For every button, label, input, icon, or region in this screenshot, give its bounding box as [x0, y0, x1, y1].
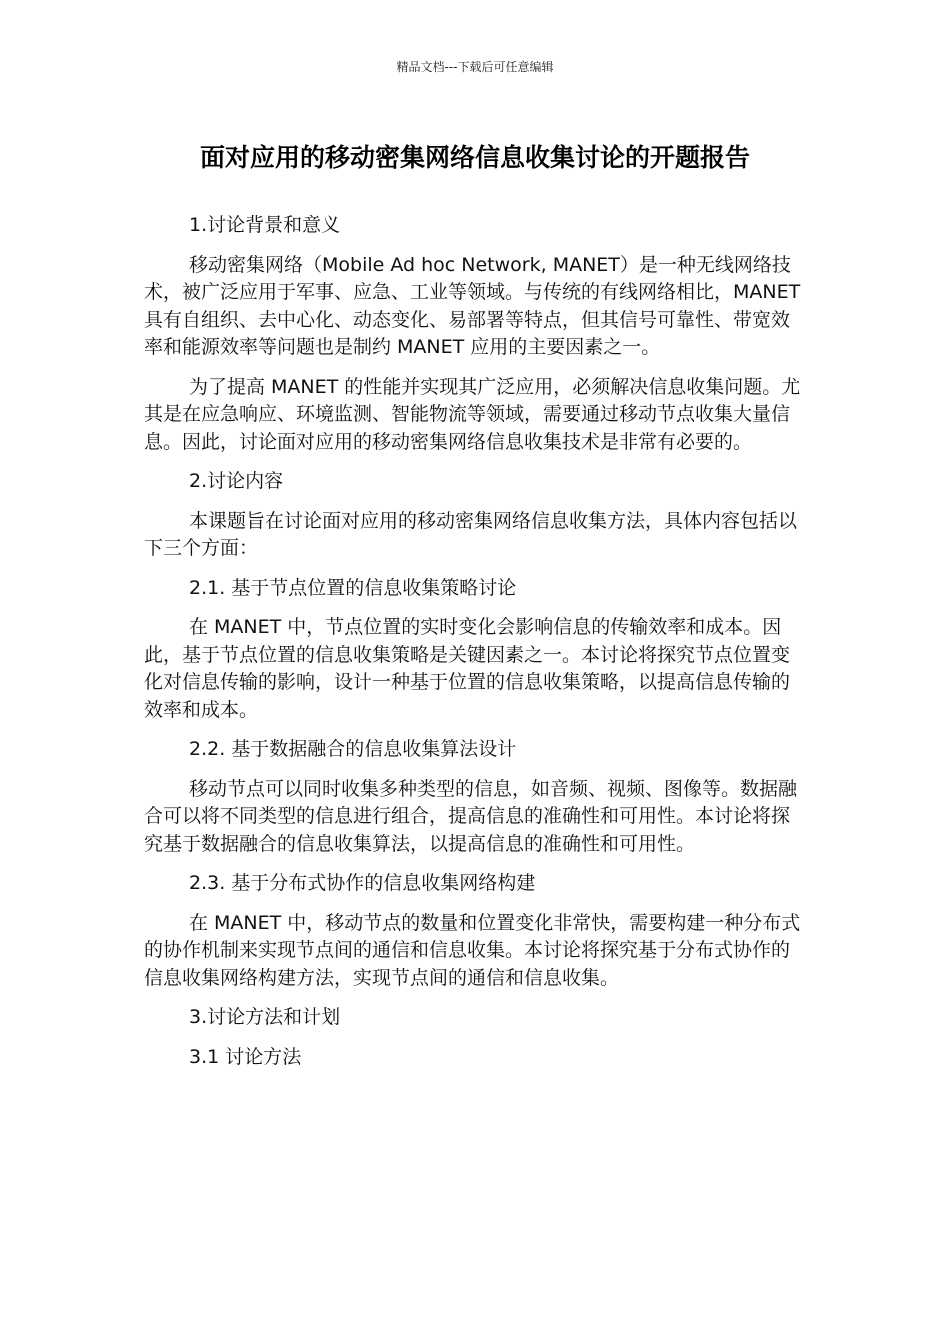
document-title: 面对应用的移动密集网络信息收集讨论的开题报告	[199, 143, 750, 172]
section-heading-1: 1.讨论背景和意义	[189, 214, 341, 236]
section-heading-2: 2.讨论内容	[189, 470, 284, 492]
subsection-heading-2-3: 2.3. 基于分布式协作的信息收集网络构建	[189, 872, 536, 894]
subsection-heading-2-1: 2.1. 基于节点位置的信息收集策略讨论	[189, 576, 517, 599]
subsection-heading-2-2: 2.2. 基于数据融合的信息收集算法设计	[189, 738, 517, 760]
body-paragraph: 本课题旨在讨论面对应用的移动密集网络信息收集方法，具体内容包括以下三个方面：	[144, 509, 798, 559]
body-paragraph: 在 MANET 中，节点位置的实时变化会影响信息的传输效率和成本。因此，基于节点位置的信息收集策略是关键因素之一。本讨论将探究节点位置变化对信息传输的影响，设计一种基于位置的信息收集策略，以提高信息传输的效率和成本。	[144, 616, 791, 721]
body-paragraph: 为了提高 MANET 的性能并实现其广泛应用，必须解决信息收集问题。尤其是在应急响应、环境监测、智能物流等领域，需要通过移动节点收集大量信息。因此，讨论面对应用的移动密集网络信息收集技术是非常有必要的。	[144, 375, 801, 453]
section-heading-3: 3.讨论方法和计划	[189, 1006, 341, 1028]
page-header-note: 精品文档---下载后可任意编辑	[396, 60, 554, 74]
body-paragraph: 在 MANET 中，移动节点的数量和位置变化非常快，需要构建一种分布式的协作机制来实现节点间的通信和信息收集。本讨论将探究基于分布式协作的信息收集网络构建方法，实现节点间的通信和信息收集。	[144, 911, 801, 989]
body-paragraph: 移动节点可以同时收集多种类型的信息，如音频、视频、图像等。数据融合可以将不同类型的信息进行组合，提高信息的准确性和可用性。本讨论将探究基于数据融合的信息收集算法，以提高信息的准确性和可用性。	[144, 777, 798, 855]
body-paragraph: 移动密集网络（Mobile Ad hoc Network, MANET）是一种无线网络技术，被广泛应用于军事、应急、工业等领域。与传统的有线网络相比，MANET 具有自组织、去中心化、动态变化、易部署等特点，但其信号可靠性、带宽效率和能源效率等问题也是制约 MANET 应用的主要因素之一。	[144, 253, 801, 358]
subsection-heading-3-1: 3.1 讨论方法	[189, 1045, 302, 1068]
document-body	[144, 212, 808, 1083]
